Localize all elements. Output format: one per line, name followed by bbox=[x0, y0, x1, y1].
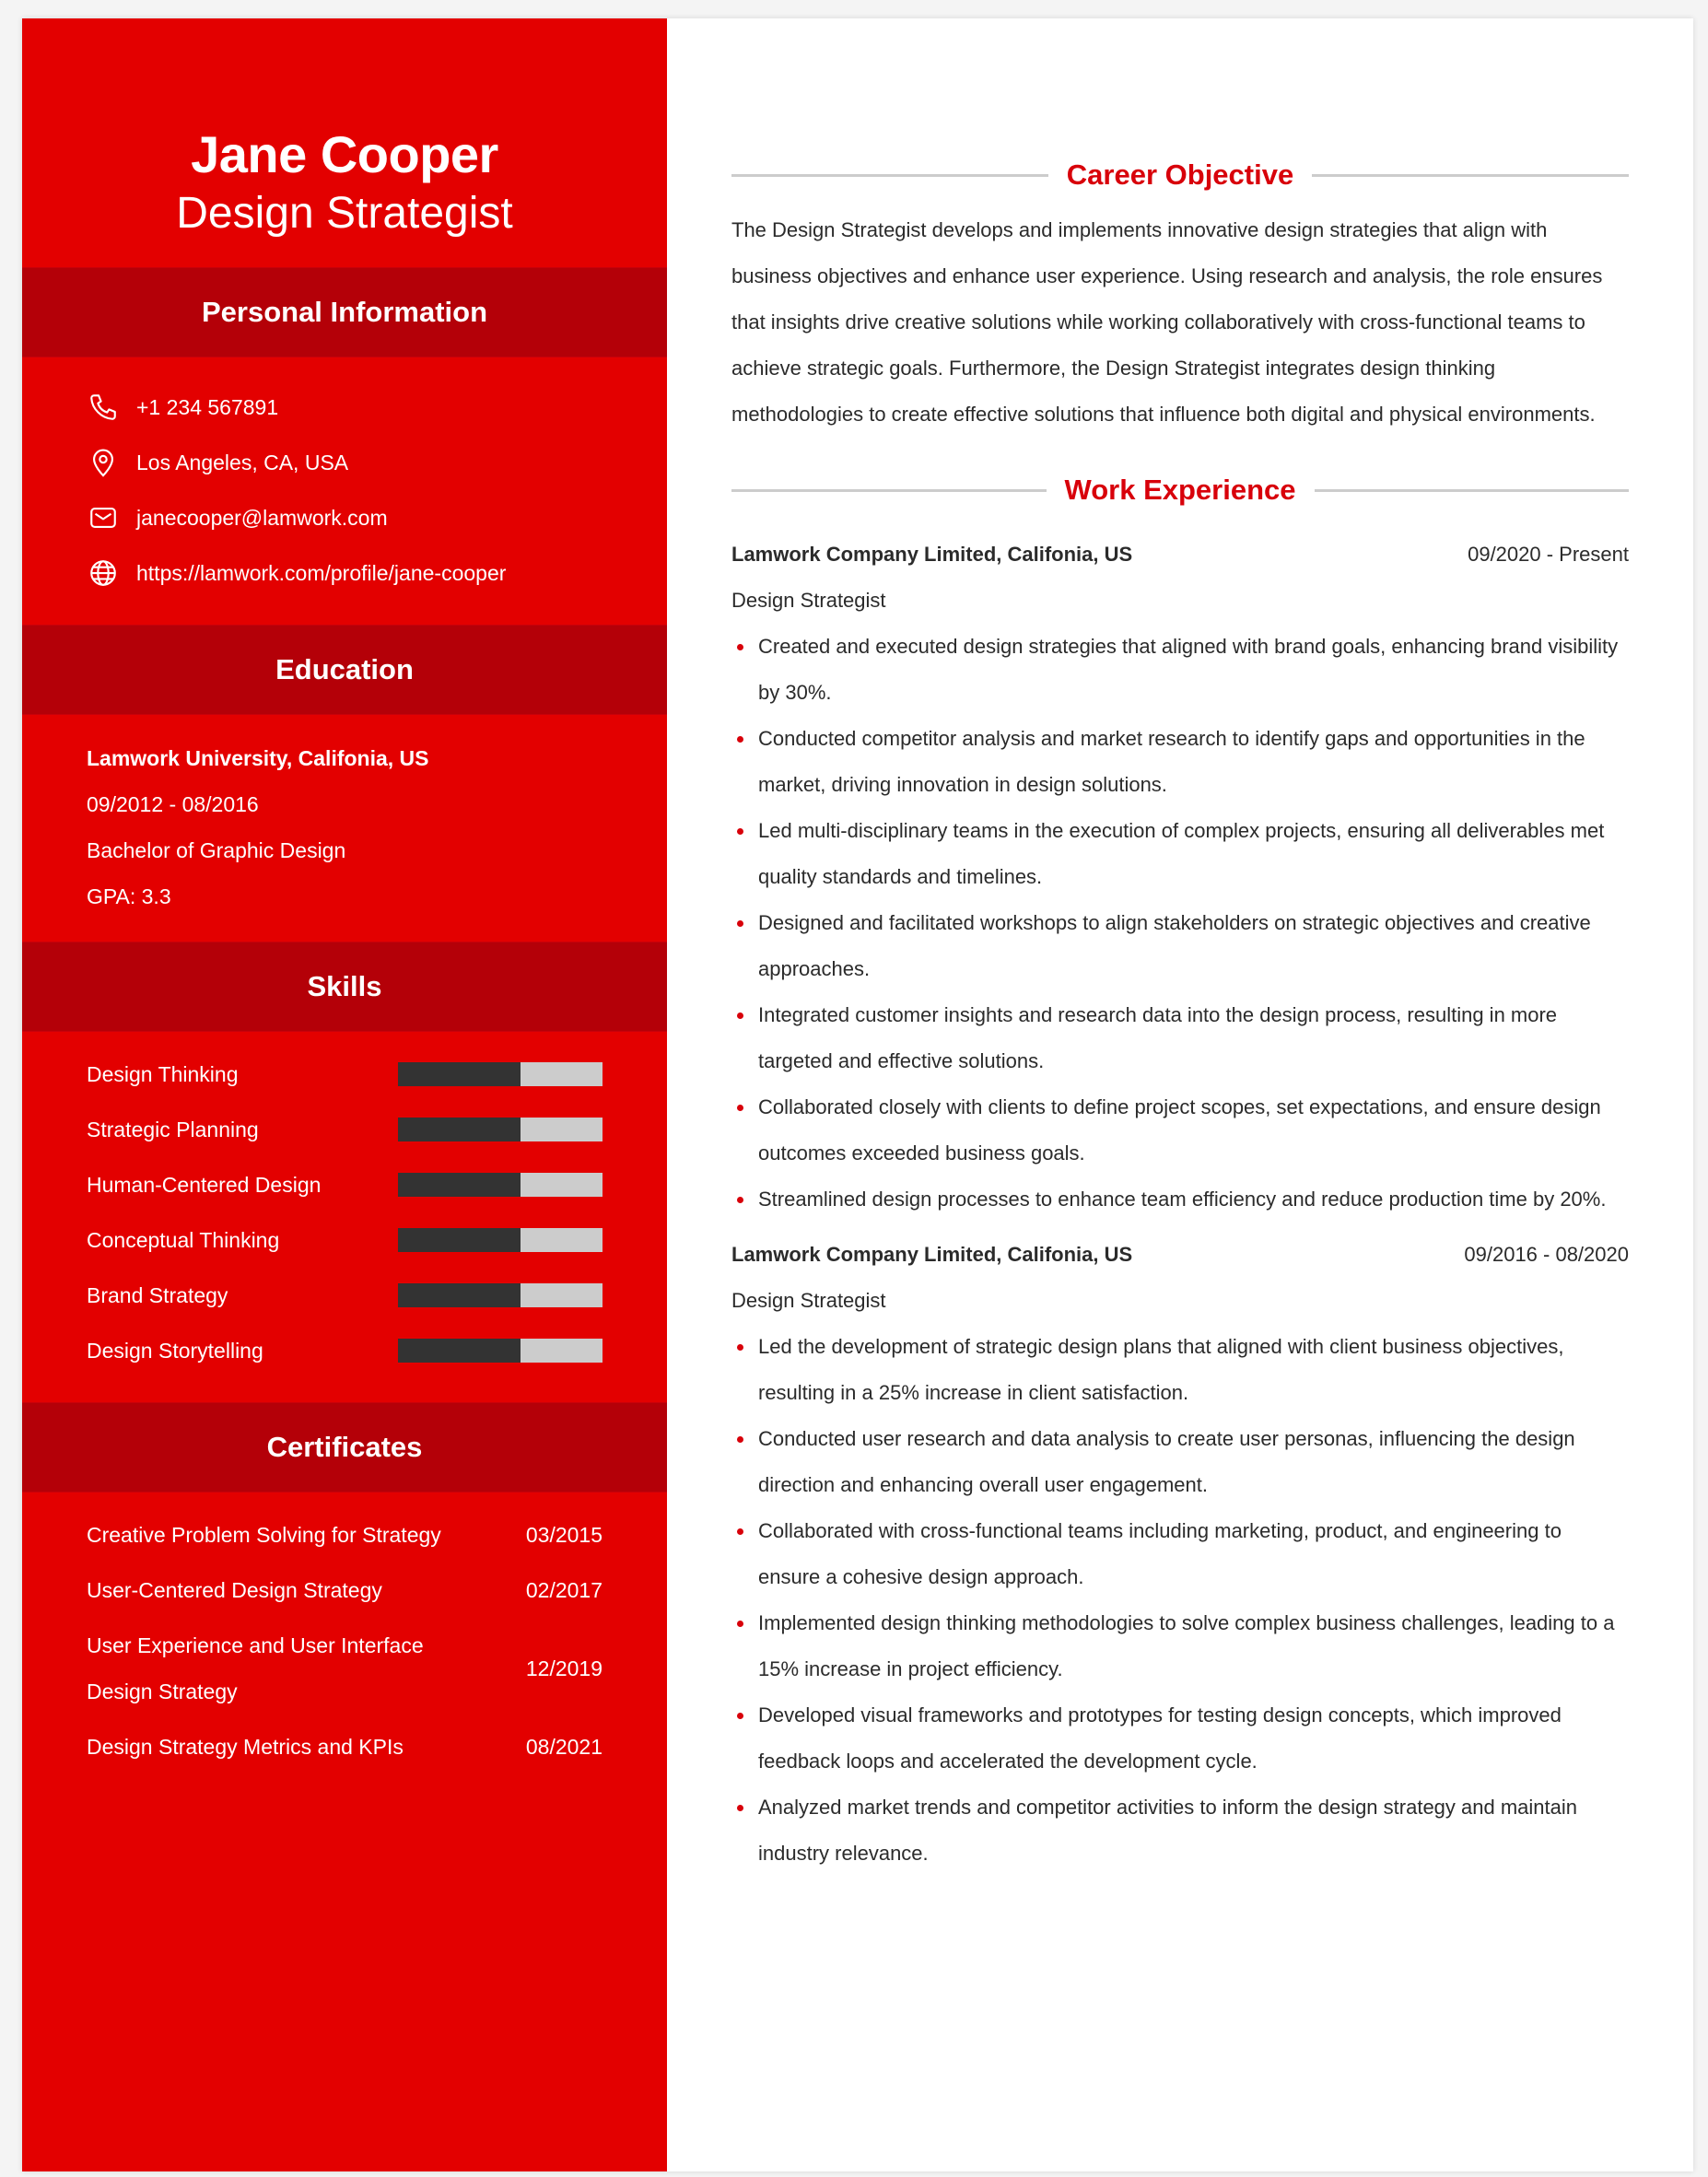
skill-item bbox=[87, 1157, 602, 1212]
skill-name: Conceptual Thinking bbox=[87, 1227, 280, 1252]
certificate-date: 03/2015 bbox=[525, 1523, 602, 1547]
certificate-item bbox=[87, 1719, 602, 1774]
education-dates: 09/2012 - 08/2016 bbox=[87, 792, 259, 816]
job-header bbox=[731, 1232, 1629, 1278]
job-bullets bbox=[731, 624, 1629, 1223]
skill-name: Human-Centered Design bbox=[87, 1172, 322, 1197]
skill-name: Strategic Planning bbox=[87, 1117, 259, 1141]
contact-email bbox=[87, 490, 602, 545]
skill-item bbox=[87, 1102, 602, 1157]
career-objective-header bbox=[731, 152, 1629, 198]
location-pin-icon bbox=[87, 446, 120, 479]
job-header bbox=[731, 532, 1629, 578]
phone-text: +1 234 567891 bbox=[136, 394, 279, 419]
list-item: Streamlined design processes to enhance team efficiency and reduce production time by 20%. bbox=[731, 1176, 1629, 1223]
skill-level-bar bbox=[398, 1228, 602, 1252]
candidate-title: Design Strategist bbox=[176, 189, 513, 238]
list-item: Integrated customer insights and research data into the design process, resulting in more targeted and effective solutions. bbox=[731, 992, 1629, 1084]
main-content bbox=[667, 18, 1693, 2171]
contact-list bbox=[22, 357, 667, 625]
contact-location bbox=[87, 435, 602, 490]
career-objective-text: The Design Strategist develops and implements innovative design strategies that align with business objectives and enhance user experience. Using research and analysis, the role ensures that insights drive creative solutions while working collaboratively with cross-functional teams to achieve strategic goals. Furthermore, the Design Strategist integrates design thinking methodologies to create effective solutions that influence both digital and physical environments. bbox=[731, 218, 1603, 426]
certificate-date: 02/2017 bbox=[525, 1578, 602, 1602]
skill-level-fill bbox=[398, 1283, 521, 1307]
certificate-name: Design Strategy Metrics and KPIs bbox=[87, 1735, 404, 1759]
skill-level-bar bbox=[398, 1283, 602, 1307]
email-text[interactable]: janecooper@lamwork.com bbox=[136, 505, 388, 530]
certificate-name: Creative Problem Solving for Strategy bbox=[87, 1523, 441, 1547]
list-item: Conducted competitor analysis and market research to identify gaps and opportunities in the market, driving innovation in design solutions. bbox=[731, 716, 1629, 808]
skill-level-bar bbox=[398, 1339, 602, 1363]
divider bbox=[1312, 174, 1629, 177]
skill-item bbox=[87, 1323, 602, 1378]
certificate-item bbox=[87, 1563, 602, 1618]
skill-item bbox=[87, 1268, 602, 1323]
globe-icon bbox=[87, 556, 120, 590]
divider bbox=[1315, 489, 1630, 492]
certificate-item bbox=[87, 1507, 602, 1563]
list-item: Collaborated closely with clients to define project scopes, set expectations, and ensure design outcomes exceeded business goals. bbox=[731, 1084, 1629, 1176]
website-link[interactable]: https://lamwork.com/profile/jane-cooper bbox=[136, 560, 507, 585]
resume-page bbox=[22, 18, 1693, 2171]
list-item: Led the development of strategic design plans that aligned with client business objectives, resulting in a 25% increase in client satisfaction. bbox=[731, 1324, 1629, 1416]
skills-list bbox=[22, 1032, 667, 1402]
skill-name: Design Thinking bbox=[87, 1061, 239, 1086]
list-item: Conducted user research and data analysis to create user personas, influencing the design direction and enhancing overall user engagement. bbox=[731, 1416, 1629, 1508]
skill-item bbox=[87, 1212, 602, 1268]
job-dates: 09/2020 - Present bbox=[1468, 543, 1629, 566]
work-experience-header bbox=[731, 467, 1629, 513]
skill-name: Brand Strategy bbox=[87, 1282, 228, 1307]
contact-phone bbox=[87, 380, 602, 435]
education-heading: Education bbox=[22, 625, 667, 715]
education-gpa: GPA: 3.3 bbox=[87, 884, 171, 908]
candidate-name: Jane Cooper bbox=[191, 125, 498, 183]
skill-level-bar bbox=[398, 1062, 602, 1086]
job-role: Design Strategist bbox=[731, 1289, 886, 1312]
skill-level-fill bbox=[398, 1062, 521, 1086]
list-item: Led multi-disciplinary teams in the execution of complex projects, ensuring all deliverables met quality standards and timelines. bbox=[731, 808, 1629, 900]
job-entry bbox=[731, 1232, 1629, 1877]
list-item: Analyzed market trends and competitor activities to inform the design strategy and maintain industry relevance. bbox=[731, 1785, 1629, 1877]
contact-website bbox=[87, 545, 602, 601]
phone-icon bbox=[87, 391, 120, 424]
education-section bbox=[22, 715, 667, 942]
education-school: Lamwork University, Califonia, US bbox=[87, 746, 429, 770]
list-item: Developed visual frameworks and prototypes for testing design concepts, which improved feedback loops and accelerated the development cycle. bbox=[731, 1692, 1629, 1785]
skill-item bbox=[87, 1047, 602, 1102]
job-company: Lamwork Company Limited, Califonia, US bbox=[731, 1243, 1133, 1266]
job-company: Lamwork Company Limited, Califonia, US bbox=[731, 543, 1133, 566]
job-bullets bbox=[731, 1324, 1629, 1877]
skill-level-bar bbox=[398, 1118, 602, 1141]
certificates-list bbox=[22, 1492, 667, 1774]
skill-level-fill bbox=[398, 1339, 521, 1363]
certificates-heading: Certificates bbox=[22, 1402, 667, 1492]
job-entry bbox=[731, 532, 1629, 1223]
skills-heading: Skills bbox=[22, 942, 667, 1032]
certificate-name: User Experience and User Interface Design Strategy bbox=[87, 1633, 424, 1703]
list-item: Collaborated with cross-functional teams including marketing, product, and engineering to ensure a cohesive design approach. bbox=[731, 1508, 1629, 1600]
skill-level-bar bbox=[398, 1173, 602, 1197]
work-experience-heading: Work Experience bbox=[1064, 474, 1296, 506]
skill-name: Design Storytelling bbox=[87, 1338, 263, 1363]
personal-info-heading: Personal Information bbox=[22, 267, 667, 357]
divider bbox=[731, 174, 1048, 177]
list-item: Implemented design thinking methodologies to solve complex business challenges, leading to a 15% increase in project efficiency. bbox=[731, 1600, 1629, 1692]
name-block bbox=[22, 18, 667, 267]
list-item: Created and executed design strategies that aligned with brand goals, enhancing brand visibility by 30%. bbox=[731, 624, 1629, 716]
career-objective-heading: Career Objective bbox=[1066, 158, 1294, 191]
certificate-date: 08/2021 bbox=[525, 1735, 602, 1759]
job-role: Design Strategist bbox=[731, 589, 886, 612]
education-degree: Bachelor of Graphic Design bbox=[87, 838, 346, 862]
divider bbox=[731, 489, 1047, 492]
skill-level-fill bbox=[398, 1173, 521, 1197]
email-icon bbox=[87, 501, 120, 534]
certificate-date: 12/2019 bbox=[525, 1656, 602, 1680]
list-item: Designed and facilitated workshops to align stakeholders on strategic objectives and creative approaches. bbox=[731, 900, 1629, 992]
job-dates: 09/2016 - 08/2020 bbox=[1464, 1243, 1629, 1266]
certificate-item bbox=[87, 1618, 602, 1719]
skill-level-fill bbox=[398, 1228, 521, 1252]
sidebar bbox=[22, 18, 667, 2171]
location-text: Los Angeles, CA, USA bbox=[136, 450, 349, 474]
skill-level-fill bbox=[398, 1118, 521, 1141]
certificate-name: User-Centered Design Strategy bbox=[87, 1578, 382, 1602]
